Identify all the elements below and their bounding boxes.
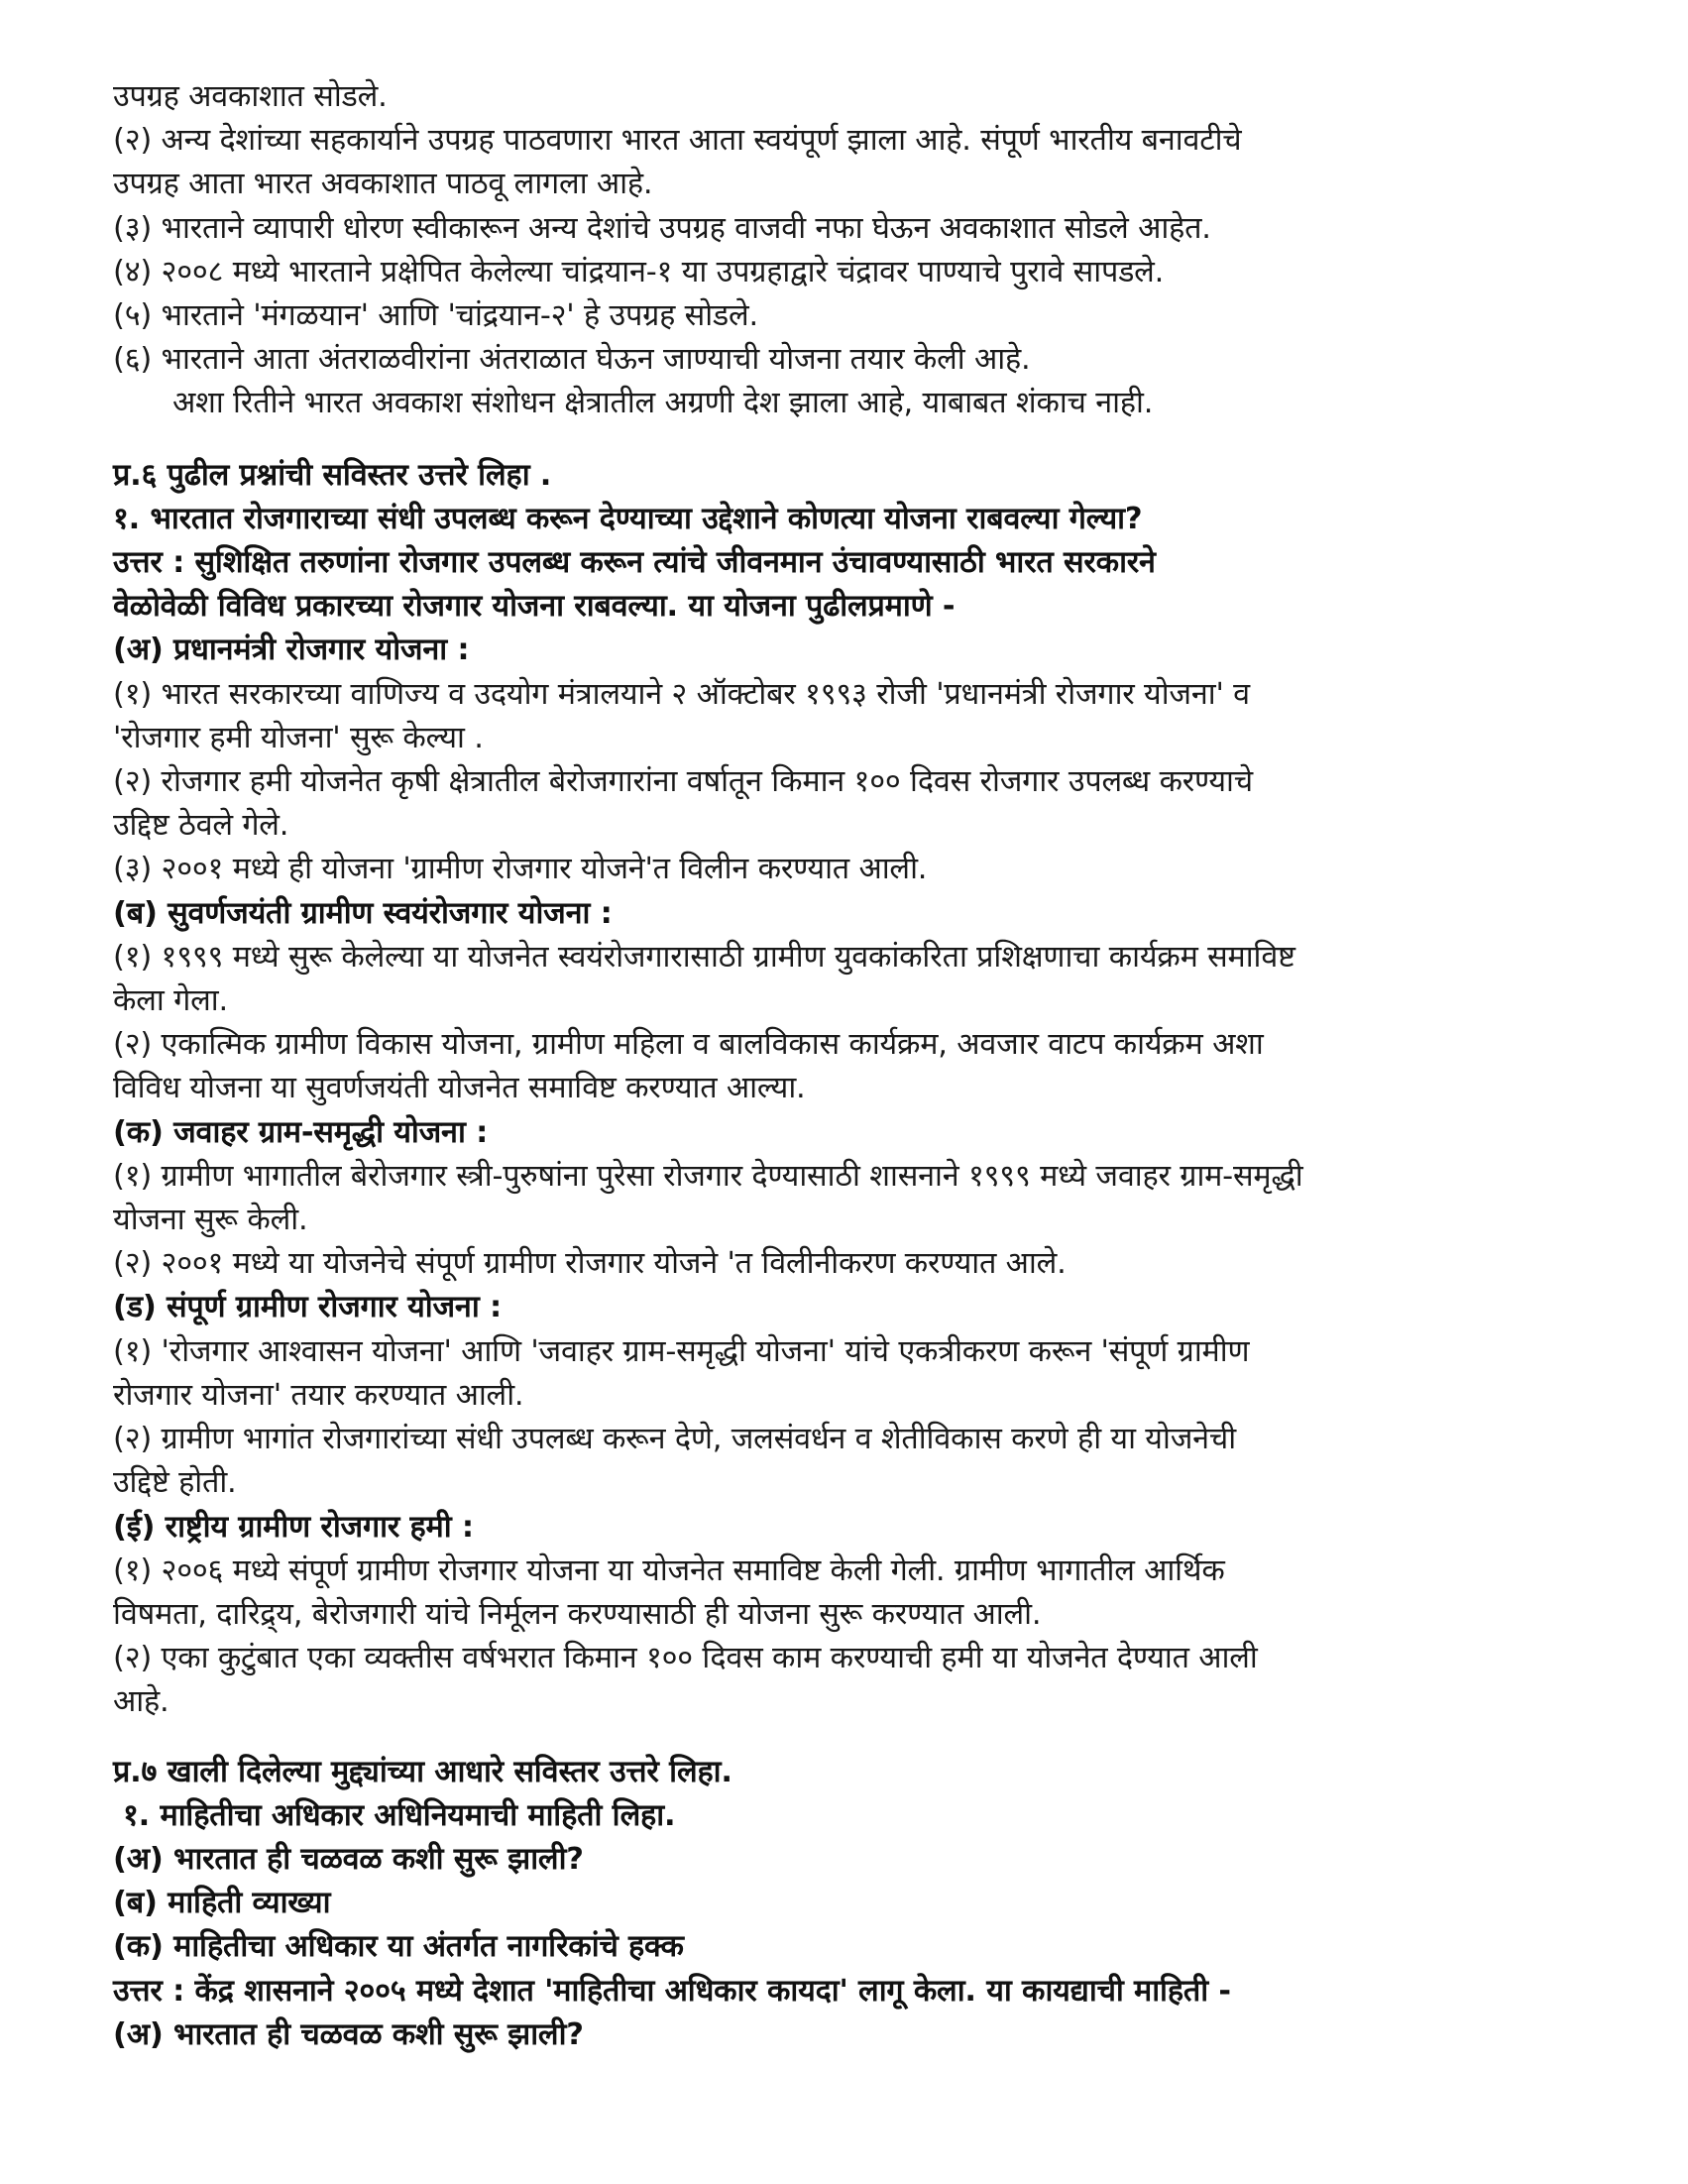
list-item: (२) अन्य देशांच्या सहकार्याने उपग्रह पाठवणारा भारत आता स्वयंपूर्ण झाला आहे. संपूर्ण भारतीय बनावटीचे bbox=[113, 123, 1242, 159]
text-line: उद्दिष्टे होती. bbox=[113, 1465, 237, 1501]
concluding-line: अशा रितीने भारत अवकाश संशोधन क्षेत्रातील अग्रणी देश झाला आहे, याबाबत शंकाच नाही. bbox=[172, 386, 1154, 421]
previous-answer-continuation bbox=[113, 75, 1600, 426]
list-item: (५) भारताने 'मंगळयान' आणि 'चांद्रयान-२' हे उपग्रह सोडले. bbox=[113, 298, 759, 334]
list-item: (२) एकात्मिक ग्रामीण विकास योजना, ग्रामीण महिला व बालविकास कार्यक्रम, अवजार वाटप कार्यक्रम अशा bbox=[113, 1027, 1264, 1063]
spacer bbox=[113, 426, 1600, 454]
text-line: विविध योजना या सुवर्णजयंती योजनेत समाविष्ट करण्यात आल्या. bbox=[113, 1071, 806, 1106]
text-line: विषमता, दारिद्र्य, बेरोजगारी यांचे निर्मूलन करण्यासाठी ही योजना सुरू करण्यात आली. bbox=[113, 1596, 1042, 1632]
text-line: केला गेला. bbox=[113, 983, 228, 1019]
text-line: रोजगार योजना' तयार करण्यात आली. bbox=[113, 1377, 524, 1413]
text-line: 'रोजगार हमी योजना' सुरू केल्या . bbox=[113, 720, 484, 755]
answer-intro: वेळोवेळी विविध प्रकारच्या रोजगार योजना राबवल्या. या योजना पुढीलप्रमाणे - bbox=[113, 589, 956, 625]
question-heading: प्र.७ खाली दिलेल्या मुद्द्यांच्या आधारे सविस्तर उत्तरे लिहा. bbox=[113, 1754, 732, 1789]
subsection-title: (क) जवाहर ग्राम-समृद्धी योजना : bbox=[113, 1114, 489, 1150]
list-item: (३) भारताने व्यापारी धोरण स्वीकारून अन्य देशांचे उपग्रह वाजवी नफा घेऊन अवकाशात सोडले आहेत. bbox=[113, 210, 1211, 246]
question-heading: प्र.६ पुढील प्रश्नांची सविस्तर उत्तरे लिहा . bbox=[113, 457, 552, 493]
list-item: (१) 'रोजगार आश्वासन योजना' आणि 'जवाहर ग्राम-समृद्धी योजना' यांचे एकत्रीकरण करून 'संपूर्ण ग्रामीण bbox=[113, 1333, 1250, 1369]
subsection-title: (ई) राष्ट्रीय ग्रामीण रोजगार हमी : bbox=[113, 1509, 474, 1545]
document-page bbox=[113, 75, 1600, 2057]
question-text: १. माहितीचा अधिकार अधिनियमाची माहिती लिहा. bbox=[123, 1797, 676, 1833]
spacer bbox=[113, 1725, 1600, 1751]
text-line: योजना सुरू केली. bbox=[113, 1203, 308, 1238]
question-text: १. भारतात रोजगाराच्या संधी उपलब्ध करून देण्याच्या उद्देशाने कोणत्या योजना राबवल्या गेल्या? bbox=[113, 501, 1143, 536]
point-item: (अ) भारतात ही चळवळ कशी सुरू झाली? bbox=[113, 1841, 584, 1877]
list-item: (१) १९९९ मध्ये सुरू केलेल्या या योजनेत स्वयंरोजगारासाठी ग्रामीण युवकांकरिता प्रशिक्षणाचा कार्यक्रम समाविष्ट bbox=[113, 939, 1295, 975]
question-7-section bbox=[113, 1751, 1600, 2057]
list-item: (१) ग्रामीण भागातील बेरोजगार स्त्री-पुरुषांना पुरेसा रोजगार देण्यासाठी शासनाने १९९९ मध्ये जवाहर ग्राम-समृद्धी bbox=[113, 1158, 1303, 1194]
subsection-title: (ब) सुवर्णजयंती ग्रामीण स्वयंरोजगार योजना : bbox=[113, 895, 613, 931]
list-item: (३) २००१ मध्ये ही योजना 'ग्रामीण रोजगार योजने'त विलीन करण्यात आली. bbox=[113, 852, 928, 887]
text-line: उपग्रह आता भारत अवकाशात पाठवू लागला आहे. bbox=[113, 167, 653, 202]
text-line: उद्दिष्ट ठेवले गेले. bbox=[113, 808, 289, 844]
text-line: उपग्रह अवकाशात सोडले. bbox=[113, 79, 388, 114]
answer-intro: उत्तर : सुशिक्षित तरुणांना रोजगार उपलब्ध करून त्यांचे जीवनमान उंचावण्यासाठी भारत सरकारने bbox=[113, 545, 1156, 581]
list-item: (६) भारताने आता अंतराळवीरांना अंतराळात घेऊन जाण्याची योजना तयार केली आहे. bbox=[113, 342, 1031, 378]
text-line: आहे. bbox=[113, 1684, 169, 1720]
list-item: (२) रोजगार हमी योजनेत कृषी क्षेत्रातील बेरोजगारांना वर्षातून किमान १०० दिवस रोजगार उपलब्ध करण्याचे bbox=[113, 764, 1253, 800]
point-item: (ब) माहिती व्याख्या bbox=[113, 1886, 331, 1921]
subsection-title: (अ) प्रधानमंत्री रोजगार योजना : bbox=[113, 632, 470, 668]
subsection-title: (ड) संपूर्ण ग्रामीण रोजगार योजना : bbox=[113, 1290, 502, 1325]
list-item: (२) एका कुटुंबात एका व्यक्तीस वर्षभरात किमान १०० दिवस काम करण्याची हमी या योजनेत देण्यात आली bbox=[113, 1641, 1258, 1676]
list-item: (४) २००८ मध्ये भारताने प्रक्षेपित केलेल्या चांद्रयान-१ या उपग्रहाद्वारे चंद्रावर पाण्याचे पुरावे सापडले. bbox=[113, 254, 1165, 289]
list-item: (१) भारत सरकारच्या वाणिज्य व उदयोग मंत्रालयाने २ ऑक्टोबर १९९३ रोजी 'प्रधानमंत्री रोजगार योजना' व bbox=[113, 676, 1250, 712]
list-item: (२) ग्रामीण भागांत रोजगारांच्या संधी उपलब्ध करून देणे, जलसंवर्धन व शेतीविकास करणे ही या योजनेची bbox=[113, 1422, 1236, 1457]
subsection-title: (अ) भारतात ही चळवळ कशी सुरू झाली? bbox=[113, 2016, 584, 2052]
answer-intro: उत्तर : केंद्र शासनाने २००५ मध्ये देशात 'माहितीचा अधिकार कायदा' लागू केला. या कायद्याची माहिती - bbox=[113, 1973, 1231, 2009]
list-item: (१) २००६ मध्ये संपूर्ण ग्रामीण रोजगार योजना या योजनेत समाविष्ट केली गेली. ग्रामीण भागातील आर्थिक bbox=[113, 1552, 1225, 1588]
question-6-section bbox=[113, 454, 1600, 1725]
point-item: (क) माहितीचा अधिकार या अंतर्गत नागरिकांचे हक्क bbox=[113, 1929, 684, 1965]
list-item: (२) २००१ मध्ये या योजनेचे संपूर्ण ग्रामीण रोजगार योजने 'त विलीनीकरण करण्यात आले. bbox=[113, 1246, 1067, 1282]
